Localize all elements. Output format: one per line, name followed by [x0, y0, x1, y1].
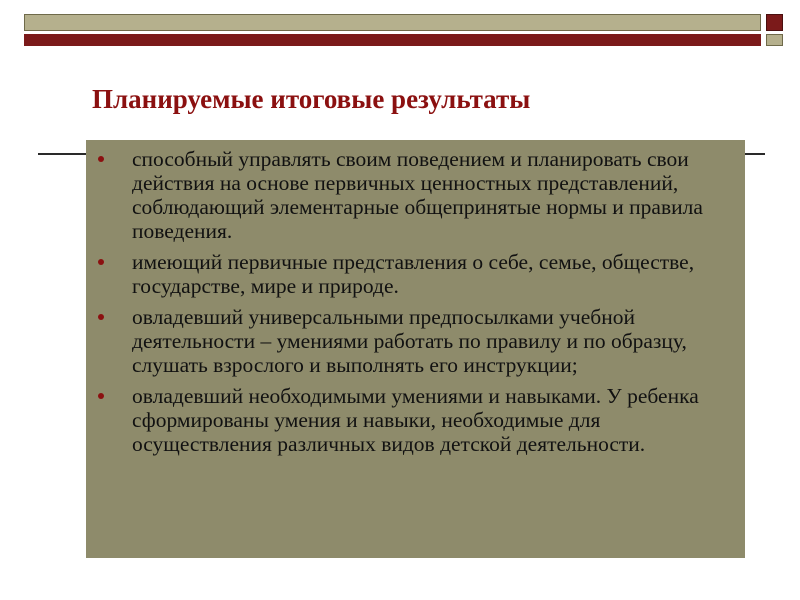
list-item [94, 250, 727, 298]
header-band-red [24, 34, 761, 46]
slide-title: Планируемые итоговые результаты [92, 84, 531, 114]
corner-square-olive [766, 34, 783, 46]
list-item-text: овладевший необходимыми умениями и навыками. У ребенка сформированы умения и навыки, необходимые для осуществления различных видов детской деятельности. [132, 384, 699, 456]
results-list [94, 147, 727, 456]
header-band-olive [24, 14, 761, 31]
list-item-text: способный управлять своим поведением и планировать свои действия на основе первичных ценностных представлений, соблюдающий элементарные общепринятые нормы и правила поведения. [132, 147, 703, 243]
bullet-dot-icon [98, 156, 104, 162]
list-item [94, 147, 727, 243]
bullet-dot-icon [98, 314, 104, 320]
content-box [86, 140, 745, 558]
list-item [94, 305, 727, 377]
list-item-text: овладевший универсальными предпосылками учебной деятельности – умениями работать по правилу и по образцу, слушать взрослого и выполнять его инструкции; [132, 305, 687, 377]
list-item-text: имеющий первичные представления о себе, семье, обществе, государстве, мире и природе. [132, 250, 695, 298]
bullet-dot-icon [98, 259, 104, 265]
list-item [94, 384, 727, 456]
corner-square-red [766, 14, 783, 31]
bullet-dot-icon [98, 393, 104, 399]
title-rule-left [38, 153, 88, 155]
title-rule-right [745, 153, 765, 155]
